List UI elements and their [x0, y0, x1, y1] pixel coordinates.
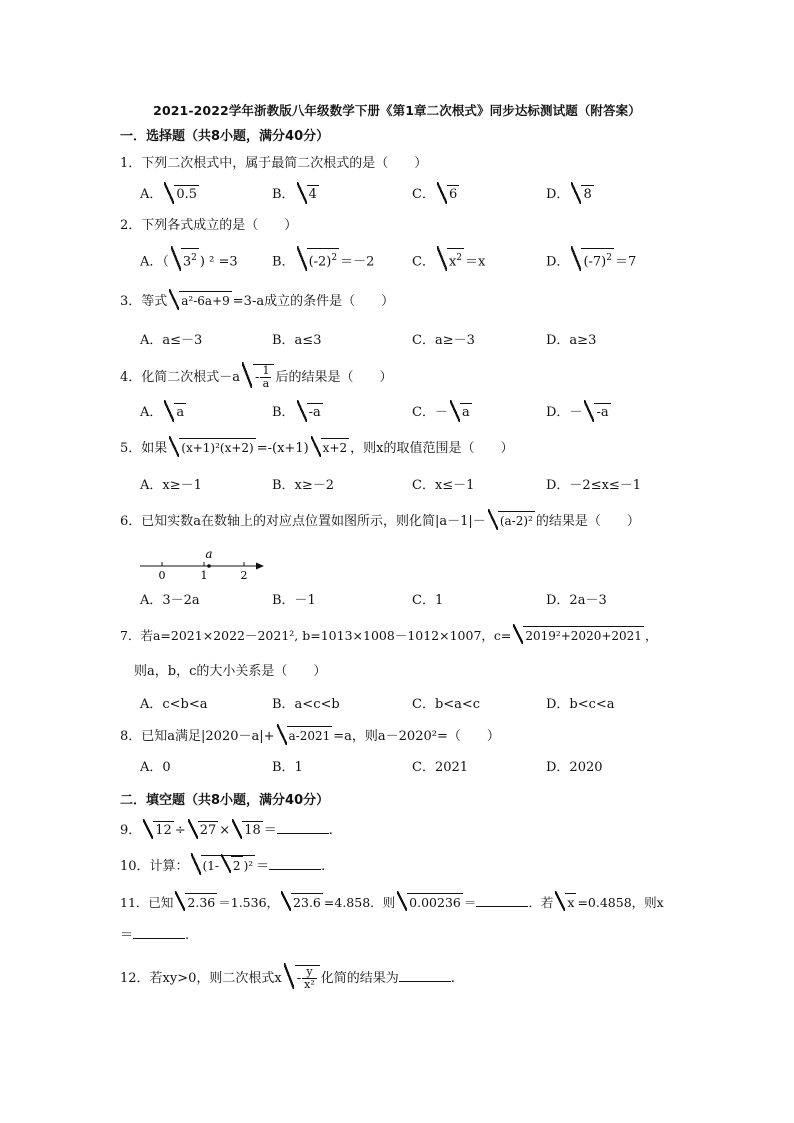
option-b[interactable]: B． 4 — [272, 184, 320, 206]
option-d[interactable]: D． 8 — [546, 184, 595, 206]
option-a[interactable]: A．a≤－3 — [140, 333, 203, 348]
answer-blank-1[interactable] — [476, 893, 528, 907]
option-a[interactable]: A． 0.5 — [140, 184, 200, 206]
option-b[interactable]: B．1 — [272, 760, 303, 775]
question-6-stem: 6．已知实数a在数轴上的对应点位置如图所示，则化简|a－1|－ (a-2)² 的结果是（ ） — [120, 511, 640, 532]
answer-blank[interactable] — [277, 820, 329, 834]
question-11-line2: ＝ . — [120, 925, 189, 946]
question-8-options — [0, 757, 794, 779]
question-7-options — [0, 694, 794, 716]
question-3-stem: 3．等式 a²-6a+9 =3-a成立的条件是（ ） — [120, 291, 394, 312]
option-b[interactable]: B．a≤3 — [272, 333, 322, 348]
option-d[interactable]: D． $(-7)^2 =7$ — [546, 248, 636, 273]
question-2-stem: 2．下列各式成立的是（ ） — [120, 218, 298, 233]
option-b[interactable]: B．－1 — [272, 593, 316, 608]
question-12: 12．若xy>0，则二次根式x - $\frac{y}{\text{x²}}$ 化简的结果为 . — [120, 965, 455, 991]
axis-tick-1: 1 — [200, 569, 208, 582]
option-d[interactable]: D．a≥3 — [546, 333, 597, 348]
question-2-options — [0, 248, 794, 270]
question-8-stem: 8．已知a满足|2020－a|+ a-2021 =a，则a－2020²=（ ） — [120, 726, 500, 747]
question-9: 9． 12 ÷ 27 × 18 ＝ . — [120, 820, 333, 841]
axis-point-label: a — [205, 547, 213, 561]
option-b[interactable]: B． -a — [272, 402, 324, 424]
question-10: 10．计算： (1- 2 )² ＝ . — [120, 855, 325, 877]
option-a[interactable]: A．0 — [140, 760, 171, 775]
option-c[interactable]: C． $x^2 =x$ — [412, 248, 485, 273]
option-d[interactable]: D．2020 — [546, 760, 603, 775]
section-heading-fill: 二．填空题（共8小题，满分40分） — [120, 793, 330, 808]
option-a[interactable]: A．c<b<a — [140, 697, 208, 712]
question-11: 11．已知 2.36 ＝1.536， 23.6 =4.858．则 0.00236 ＝ ．若 x =0.4858，则x — [120, 893, 664, 913]
option-c[interactable]: C．－ a — [412, 402, 473, 424]
question-3-options — [0, 330, 794, 352]
option-d[interactable]: D．b<c<a — [546, 697, 615, 712]
question-6-options — [0, 590, 794, 612]
option-c[interactable]: C．b<a<c — [412, 697, 481, 712]
option-a[interactable]: A．（ $3^2$ ) ² =3 — [140, 248, 238, 273]
option-b[interactable]: B． $(-2)^2 =-2$ — [272, 248, 374, 273]
option-c[interactable]: C． 6 — [412, 184, 460, 206]
option-d[interactable]: D．－ -a — [546, 402, 612, 424]
option-d[interactable]: D．－2≤x≤－1 — [546, 478, 642, 493]
answer-blank-2[interactable] — [133, 925, 185, 939]
question-1-stem: 1．下列二次根式中，属于最简二次根式的是（ ） — [120, 156, 428, 171]
question-1-options — [0, 184, 794, 206]
answer-blank[interactable] — [269, 856, 321, 870]
option-a[interactable]: A．x≥－1 — [140, 478, 202, 493]
option-d[interactable]: D．2a－3 — [546, 593, 607, 608]
answer-blank[interactable] — [399, 968, 451, 982]
question-5-options — [0, 475, 794, 497]
axis-tick-0: 0 — [158, 569, 166, 582]
question-7-stem: 7．若a=2021×2022－2021², b=1013×1008－1012×1007，c= 2019²+2020+2021 ， — [120, 626, 657, 646]
question-4-stem: 4．化简二次根式－a - $\frac{1}{a}$ 后的结果是（ ） — [120, 364, 393, 390]
option-b[interactable]: B．x≥－2 — [272, 478, 335, 493]
option-c[interactable]: C．x≤－1 — [412, 478, 475, 493]
option-c[interactable]: C．2021 — [412, 760, 469, 775]
option-c[interactable]: C．a≥－3 — [412, 333, 475, 348]
option-c[interactable]: C．1 — [412, 593, 444, 608]
option-b[interactable]: B．a<c<b — [272, 697, 340, 712]
question-4-options — [0, 402, 794, 424]
number-line-figure — [138, 546, 268, 582]
option-a[interactable]: A． a — [140, 402, 187, 424]
section-heading-choice: 一．选择题（共8小题，满分40分） — [120, 129, 330, 144]
axis-tick-2: 2 — [240, 569, 248, 582]
question-7-line2: 则a，b，c的大小关系是（ ） — [134, 664, 327, 679]
page-title: 2021-2022学年浙教版八年级数学下册《第1章二次根式》同步达标测试题（附答案） — [153, 103, 641, 118]
question-5-stem: 5．如果 (x+1)²(x+2) =-(x+1) x+2 ，则x的取值范围是（ ） — [120, 438, 513, 459]
option-a[interactable]: A．3－2a — [140, 593, 200, 608]
